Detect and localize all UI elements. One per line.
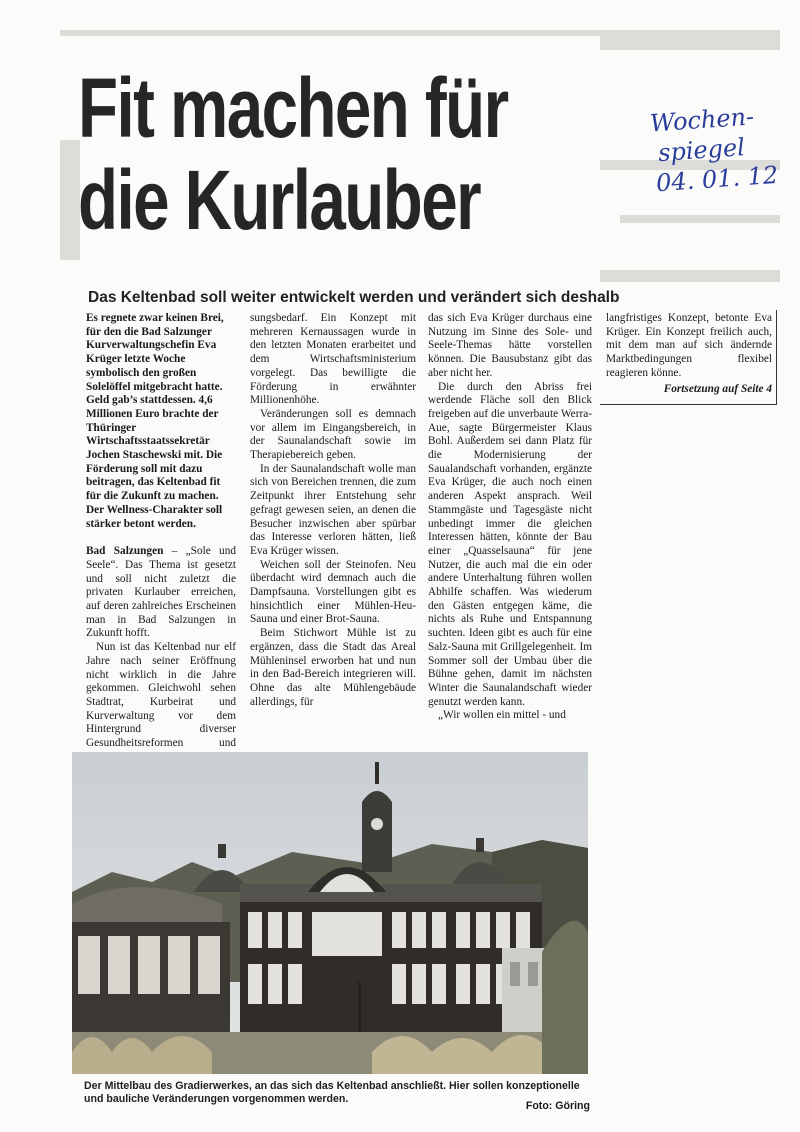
body-paragraph: Veränderungen soll es demnach vor allem im Eingangsbereich, in der Saunalandschaft sowie im Therapiebereich geben.	[250, 407, 416, 462]
bleed-through-band	[620, 215, 780, 223]
bleed-through-band	[600, 36, 780, 50]
continued-note: Fortsetzung auf Seite 4	[663, 382, 772, 395]
gradierwerk-photo	[72, 752, 588, 1074]
column-rule	[600, 404, 776, 405]
subheadline: Das Keltenbad soll weiter entwickelt werden und verändert sich deshalb	[88, 289, 620, 306]
body-paragraph: langfristiges Konzept, betonte Eva Krüger. Ein Konzept freilich auch, mit dem man auf sich ändernde Marktbedingungen flexibel reagieren könne.	[606, 312, 772, 379]
handnote-line-2: spiegel	[657, 133, 746, 168]
photo-credit: Foto: Göring	[525, 1100, 590, 1112]
dateline: Bad Salzungen	[86, 545, 164, 558]
body-text: – „Sole und Seele“. Das Thema ist gesetzt und soll nicht zuletzt die privaten Kurlauber erreichen, auf deren zahlreiches Erscheinen man in Bad Salzungen in Zukunft hofft.	[86, 545, 236, 640]
article-column-2	[250, 312, 416, 709]
body-paragraph: In der Saunalandschaft wolle man sich von Bereichen trennen, die zum Zeitpunkt ihrer Entstehung sehr gefragt gewesen seien, an denen die Besucher inzwischen aber spürbar das Interesse verloren hätten, ließ Eva Krüger wissen.	[250, 462, 416, 557]
body-paragraph	[86, 545, 236, 641]
body-paragraph: Beim Stichwort Mühle ist zu ergänzen, dass die Stadt das Areal Mühleninsel erworben hat und nun in den Bad-Bereich integrieren will. Ohne das alte Mühlengebäude allerdings, für	[250, 627, 416, 708]
handwritten-source-note	[649, 100, 785, 199]
article-photo	[72, 752, 588, 1074]
bleed-through-band	[600, 270, 780, 282]
lead-text: Es regnete zwar keinen Brei, für den die Bad Salzunger Kurverwaltungschefin Eva Krüger letzte Woche symbolisch den großen Solelöffel mitgebracht hatte. Geld gab’s stattdessen. 4,6 Millionen Euro brachte der Thüringer Wirtschaftsstaatssekretär Jochen Staschewski mit. Die Förderung soll mit dazu beitragen, das Keltenbad fit für die Zukunft zu machen. Der Wellness-Charakter soll stärker betont werden.	[86, 312, 224, 530]
headline-line-1: Fit machen für	[78, 61, 508, 155]
article-column-4	[606, 312, 772, 396]
article-column-3	[428, 312, 592, 723]
headline	[78, 62, 515, 246]
headline-line-2: die Kurlauber	[78, 153, 481, 247]
body-paragraph: „Wir wollen ein mittel - und	[438, 709, 566, 722]
handnote-line-1: Wochen-	[649, 102, 755, 138]
handnote-date: 04. 01. 12	[655, 160, 780, 198]
bleed-through-band	[60, 140, 80, 260]
body-paragraph: Weichen soll der Steinofen. Neu überdacht wird demnach auch die Dampfsauna. Vorstellungen gibt es hinsichtlich einer Mühlen-Heu-Sauna und einer Brot-Sauna.	[250, 558, 416, 626]
lead-paragraph	[86, 312, 236, 531]
body-paragraph: Die durch den Abriss frei werdende Fläche soll den Blick freigeben auf die unverbaute Werra-Aue, sagte Bürgermeister Klaus Bohl. Außerdem sei dann Platz für die Modernisierung der Saualandschaft vorhanden, ergänzte Eva Krüger, die auch noch einen anderen Aspekt ansprach. Weil Stammgäste und Tagesgäste nicht unbedingt immer die gleichen Interessen hätten, könnte der Bau einer „Quasselsauna“ für jene Nutzer, die auch mal die ein oder andere Unterhaltung führen wollen Abhilfe schaffen. Was wiederum den Gästen entgegen käme, die nichts als Ruhe und Entspannung suchten. Ideen gibt es auch für eine Salz-Sauna mit Grillgelegenheit. Im Sommer soll der Umbau über die Bühne gehen, damit im nächsten Winter die Saunalandschaft wieder genutzt werden kann.	[428, 380, 592, 708]
body-paragraph: sungsbedarf. Ein Konzept mit mehreren Kernaussagen wurde in den letzten Monaten erarbeitet und dem Wirtschaftsministerium vorgelegt. Das bewilligte die Förderung in erwähnter Millionenhöhe.	[250, 312, 416, 407]
column-rule	[776, 310, 777, 405]
photo-caption: Der Mittelbau des Gradierwerkes, an das sich das Keltenbad anschließt. Hier sollen konzeptionelle und bauliche Veränderungen vorgenommen werden.	[84, 1080, 580, 1105]
article-column-1	[86, 312, 236, 778]
body-paragraph: Nun ist das Keltenbad nur elf Jahre nach seiner Eröffnung nicht wirklich in die Jahre gekommen. Gleichwohl sehen Stadtrat, Kurbeirat und Kurverwaltung vor dem Hintergrund diverser Gesundheitsreformen und	[86, 641, 236, 750]
body-paragraph: das sich Eva Krüger durchaus eine Nutzung im Sinne des Sole- und Seele-Themas hätte vorstellen können. Die Bausubstanz gibt das aber nicht her.	[428, 312, 592, 379]
